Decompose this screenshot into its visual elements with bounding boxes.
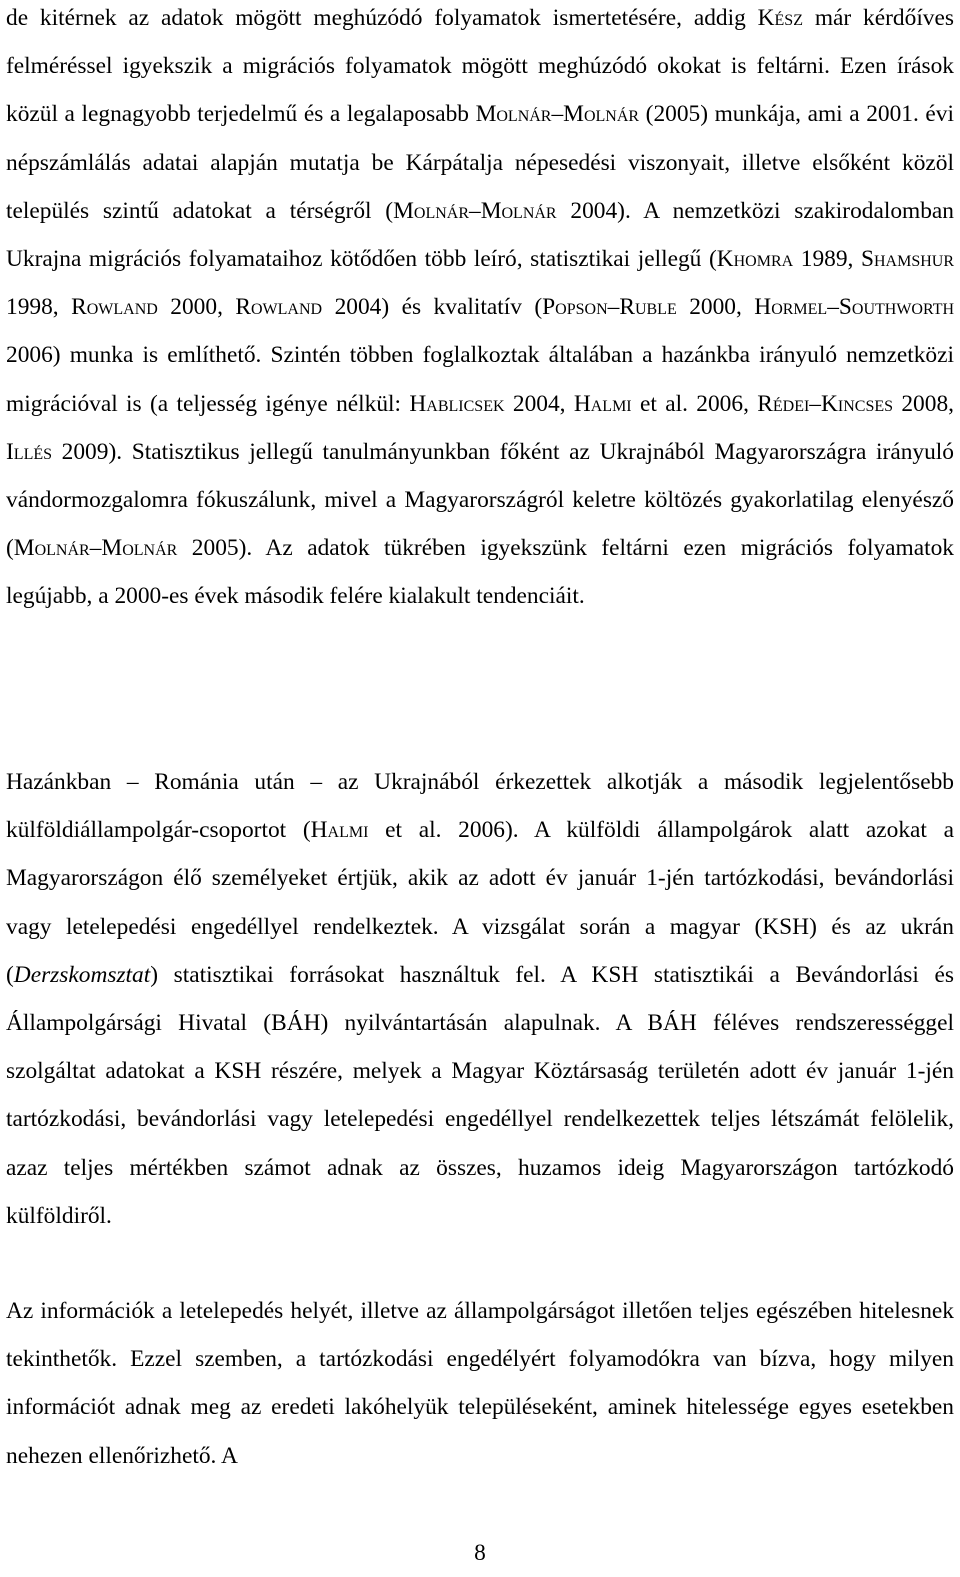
author-name: Rowland (235, 294, 323, 321)
author-name: Rédei–Kincses (757, 390, 894, 417)
text-run: ) statisztikai forrásokat használtuk fel. A KSH statisztikái a Bevándorlási és Állampolgársági Hivatal (BÁH) nyilvántartásán alapulnak. A BÁH féléves rendszerességgel szolgáltat adatokat a KSH részére, melyek a Magyar Köztársaság területén adott év január 1-jén tartózkodási, bevándorlási vagy letelepedési engedéllyel rendelkezettek teljes létszámát felölelik, azaz teljes mértékben számot adnak az összes, huzamos ideig Magyarországon tartózkodó külföldiről. (6, 961, 954, 1229)
author-name: Kész (757, 5, 803, 31)
author-name: Molnár–Molnár (13, 535, 178, 562)
text-run: et al. 2006, (631, 390, 758, 417)
text-run: de kitérnek az adatok mögött meghúzódó folyamatok ismertetésére, addig (6, 5, 758, 31)
text-run: 2009). Statisztikus jellegű tanulmányunkban főként az Ukrajnából Magyarországra irányuló vándormozgalomra fókuszálunk, mivel a Magyarországról keletre költözés gyakorlatilag elenyésző ( (6, 438, 954, 562)
author-name: Hormel–Southworth (754, 294, 955, 321)
text-run: 2000, (676, 294, 755, 321)
author-name: Illés (6, 438, 53, 465)
text-run: 1989, (793, 246, 861, 273)
author-name: Hablicsek (409, 390, 505, 417)
italic-term: Derzskomsztat (13, 961, 151, 988)
paragraph-3 (6, 1287, 954, 1480)
text-run: 2005). Az adatok tükrében igyekszünk feltárni ezen migrációs folyamatok legújabb, a 2000-es évek második felére kialakult tendenciáit. (6, 535, 954, 610)
text-run: Hazánkban – Románia után – az Ukrajnából érkezettek alkotják a második legjelentősebb külföldiállampolgár-csoportot ( (6, 769, 954, 844)
author-name: Shamshur (860, 246, 954, 273)
page-number: 8 (474, 1540, 486, 1566)
author-name: Halmi (573, 390, 632, 417)
text-run: 2000, (157, 294, 236, 321)
text-run: 2004). A nemzetközi szakirodalomban Ukrajna migrációs folyamataihoz kötődően több leíró, statisztikai jellegű ( (6, 197, 954, 273)
author-name: Halmi (310, 817, 369, 844)
author-name: Khomra (716, 246, 794, 273)
paragraph-2 (6, 758, 954, 1240)
author-name: Molnár–Molnár (393, 197, 557, 224)
text-run: 2006) munka is említhető. Szintén többen foglalkoztak általában a hazánkba irányuló nemzetközi migrációval is (a teljesség igénye nélkül: (6, 342, 954, 417)
paragraph-1 (6, 0, 954, 621)
text-run: 1998, (6, 294, 72, 321)
text-run: 2004) és kvalitatív ( (322, 294, 543, 321)
text-run: (2005) munkája, ami a 2001. évi népszámlálás adatai alapján mutatja be Kárpátalja népesedési viszonyait, illetve elsőként közöl település szintű adatokat a térségről ( (6, 101, 954, 224)
text-run: már kérdőíves felméréssel igyekszik a migrációs folyamatok mögött meghúzódó okokat is feltárni. Ezen írások közül a legnagyobb terjedelmű és a legalaposabb (6, 5, 954, 128)
author-name: Rowland (71, 294, 158, 321)
text-run: Az információk a letelepedés helyét, illetve az állampolgárságot illetően teljes egészében hitelesnek tekinthetők. Ezzel szemben, a tartózkodási engedélyért folyamodókra van bízva, hogy milyen információt adnak meg az eredeti lakóhelyük településeként, aminek hitelessége egyes esetekben nehezen ellenőrizhető. A (6, 1298, 954, 1469)
text-run: 2004, (504, 390, 574, 417)
author-name: Popson–Ruble (542, 294, 677, 321)
text-run: 2008, (893, 390, 954, 417)
text-run: et al. 2006). A külföldi állampolgárok alatt azokat a Magyarországon élő személyeket értjük, akik az adott év január 1-jén tartózkodási, bevándorlási vagy letelepedési engedéllyel rendelkeztek. A vizsgálat során a magyar (KSH) és az ukrán ( (6, 817, 954, 988)
author-name: Molnár–Molnár (475, 101, 640, 128)
